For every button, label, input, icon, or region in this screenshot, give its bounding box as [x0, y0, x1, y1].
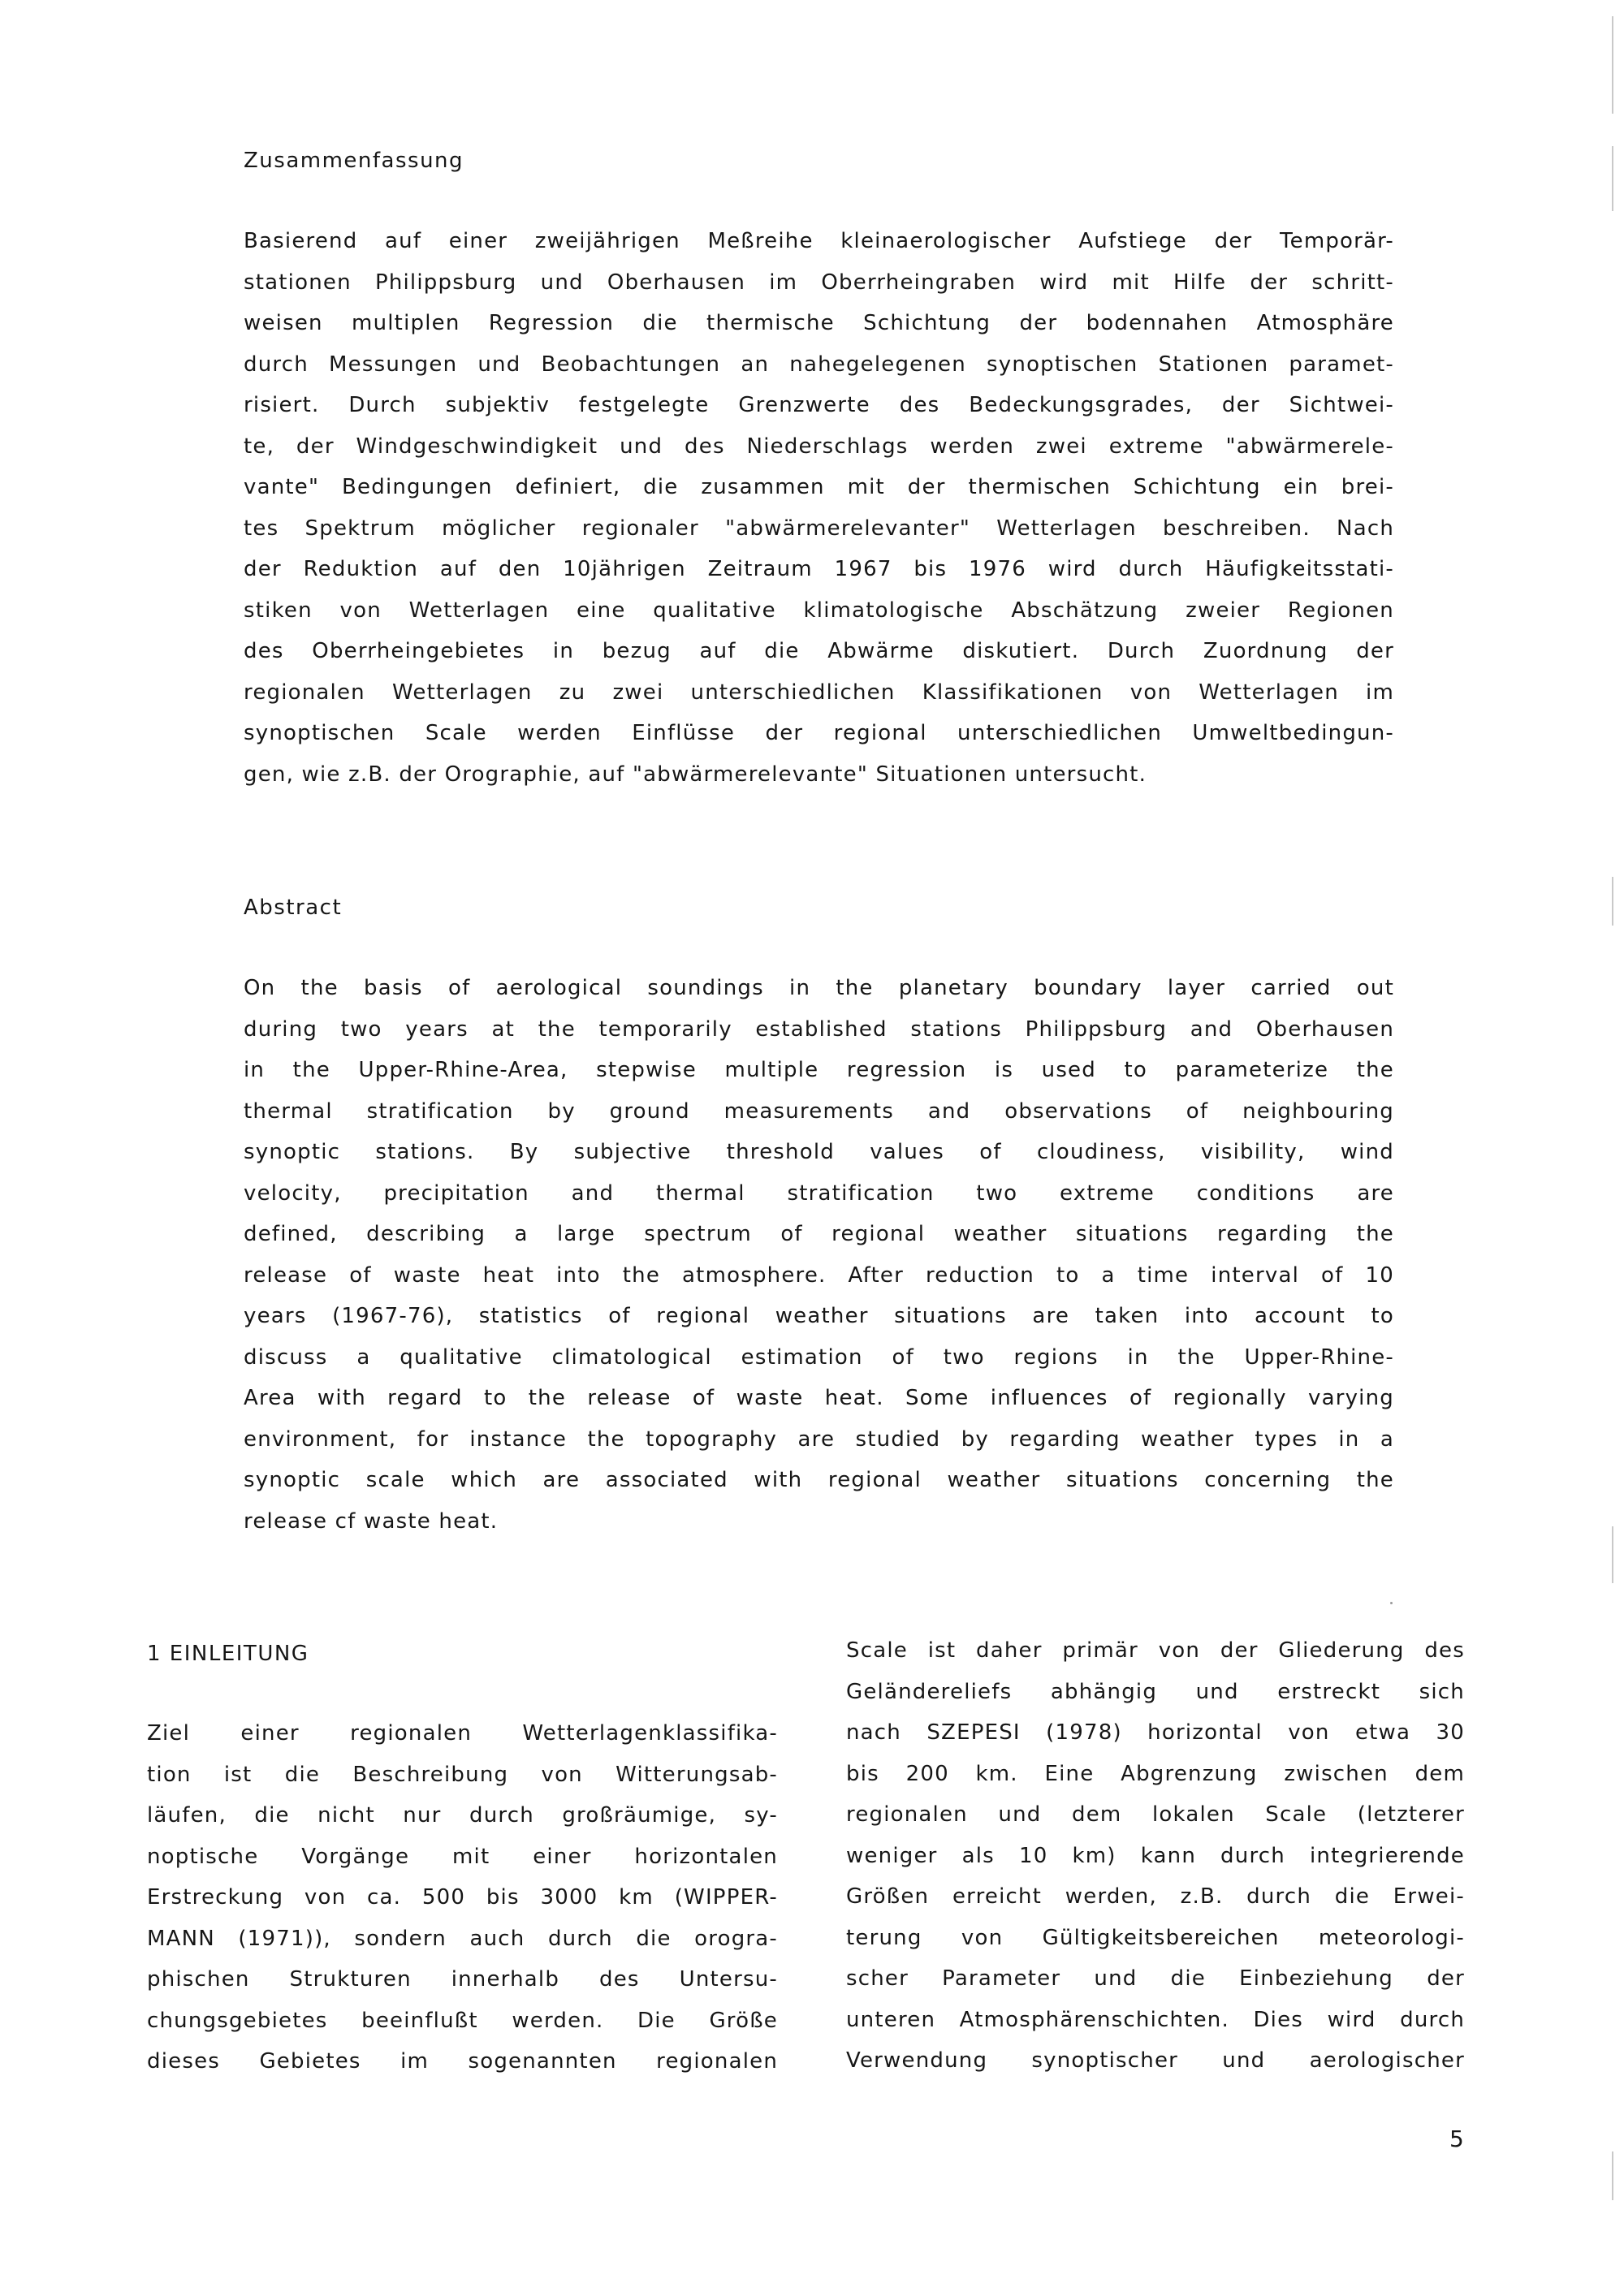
zusammenfassung-heading: Zusammenfassung — [244, 149, 464, 173]
text-line: synoptic scale which are associated with regional weather situations concerning the — [244, 1468, 1394, 1492]
scan-edge-mark — [1612, 2151, 1613, 2200]
text-line: terung von Gültigkeitsbereichen meteorologi- — [846, 1925, 1465, 1950]
text-line: gen, wie z.B. der Orographie, auf "abwärmerelevante" Situationen untersucht. — [244, 762, 1147, 787]
text-line: tion ist die Beschreibung von Witterungsab- — [147, 1762, 778, 1787]
scan-edge-mark — [1612, 877, 1613, 926]
text-line: phischen Strukturen innerhalb des Untersu- — [147, 1967, 778, 1992]
text-line: läufen, die nicht nur durch großräumige, sy- — [147, 1803, 778, 1828]
text-line: tes Spektrum möglicher regionaler "abwärmerelevanter" Wetterlagen beschreiben. Nach — [244, 516, 1394, 541]
scan-edge-mark — [1612, 1526, 1613, 1583]
text-line: velocity, precipitation and thermal stratification two extreme conditions are — [244, 1180, 1394, 1206]
text-line: Basierend auf einer zweijährigen Meßreihe kleinaerologischer Aufstiege der Temporär- — [244, 229, 1394, 253]
text-line: synoptischen Scale werden Einflüsse der regional unterschiedlichen Umweltbedingun- — [244, 721, 1394, 745]
text-line: Ziel einer regionalen Wetterlagenklassifika- — [147, 1721, 778, 1746]
text-line: dieses Gebietes im sogenannten regionalen — [147, 2049, 778, 2074]
text-line: Scale ist daher primär von der Gliederung des — [846, 1638, 1465, 1663]
text-line: Geländereliefs abhängig und erstreckt sich — [846, 1679, 1465, 1704]
text-line: On the basis of aerological soundings in the planetary boundary layer carried out — [244, 976, 1394, 1000]
text-line: noptische Vorgänge mit einer horizontalen — [147, 1844, 778, 1869]
text-line: thermal stratification by ground measurements and observations of neighbouring — [244, 1098, 1394, 1124]
text-line: bis 200 km. Eine Abgrenzung zwischen dem — [846, 1761, 1465, 1786]
text-line: environment, for instance the topography are studied by regarding weather types in a — [244, 1426, 1394, 1452]
text-line: unteren Atmosphärenschichten. Dies wird durch — [846, 2007, 1465, 2032]
text-line: Erstreckung von ca. 500 bis 3000 km (WIPPER- — [147, 1885, 778, 1910]
text-line: der Reduktion auf den 10jährigen Zeitraum 1967 bis 1976 wird durch Häufigkeitsstati- — [244, 557, 1394, 581]
text-line: discuss a qualitative climatological estimation of two regions in the Upper-Rhine- — [244, 1344, 1394, 1370]
scan-speck — [1390, 1602, 1393, 1604]
text-line: release of waste heat into the atmosphere. After reduction to a time interval of 10 — [244, 1262, 1394, 1288]
text-line: weniger als 10 km) kann durch integrierende — [846, 1843, 1465, 1868]
text-line: Verwendung synoptischer und aerologischer — [846, 2048, 1465, 2073]
text-line: risiert. Durch subjektiv festgelegte Grenzwerte des Bedeckungsgrades, der Sichtwei- — [244, 393, 1394, 417]
abstract-heading: Abstract — [244, 896, 343, 920]
text-line: scher Parameter und die Einbeziehung der — [846, 1966, 1465, 1991]
text-line: stationen Philippsburg und Oberhausen im Oberrheingraben wird mit Hilfe der schritt- — [244, 270, 1394, 295]
text-line: te, der Windgeschwindigkeit und des Niederschlags werden zwei extreme "abwärmerele- — [244, 434, 1394, 459]
text-line: des Oberrheingebietes in bezug auf die Abwärme diskutiert. Durch Zuordnung der — [244, 639, 1394, 663]
text-line: nach SZEPESI (1978) horizontal von etwa 30 — [846, 1720, 1465, 1745]
text-line: durch Messungen und Beobachtungen an nahegelegenen synoptischen Stationen paramet- — [244, 352, 1394, 377]
scan-edge-mark — [1612, 16, 1613, 114]
text-line: chungsgebietes beeinflußt werden. Die Größe — [147, 2008, 778, 2033]
text-line: Area with regard to the release of waste heat. Some influences of regionally varying — [244, 1386, 1394, 1410]
text-line: weisen multiplen Regression die thermische Schichtung der bodennahen Atmosphäre — [244, 311, 1394, 335]
text-line: stiken von Wetterlagen eine qualitative klimatologische Abschätzung zweier Regionen — [244, 598, 1394, 623]
text-line: Größen erreicht werden, z.B. durch die Erwei- — [846, 1884, 1465, 1909]
text-line: years (1967-76), statistics of regional weather situations are taken into account to — [244, 1304, 1394, 1328]
text-line: regionalen und dem lokalen Scale (letzterer — [846, 1802, 1465, 1827]
text-line: synoptic stations. By subjective threshold values of cloudiness, visibility, wind — [244, 1140, 1394, 1164]
text-line: release cf waste heat. — [244, 1508, 499, 1534]
text-line: during two years at the temporarily established stations Philippsburg and Oberhausen — [244, 1016, 1394, 1042]
text-line: in the Upper-Rhine-Area, stepwise multiple regression is used to parameterize the — [244, 1058, 1394, 1082]
scan-edge-mark — [1612, 146, 1613, 211]
einleitung-heading: 1 EINLEITUNG — [147, 1642, 309, 1666]
text-line: MANN (1971)), sondern auch durch die orogra- — [147, 1926, 778, 1951]
text-line: regionalen Wetterlagen zu zwei unterschiedlichen Klassifikationen von Wetterlagen im — [244, 680, 1394, 705]
text-line: defined, describing a large spectrum of regional weather situations regarding the — [244, 1222, 1394, 1246]
page-number: 5 — [1449, 2126, 1464, 2152]
text-line: vante" Bedingungen definiert, die zusammen mit der thermischen Schichtung ein brei- — [244, 475, 1394, 499]
